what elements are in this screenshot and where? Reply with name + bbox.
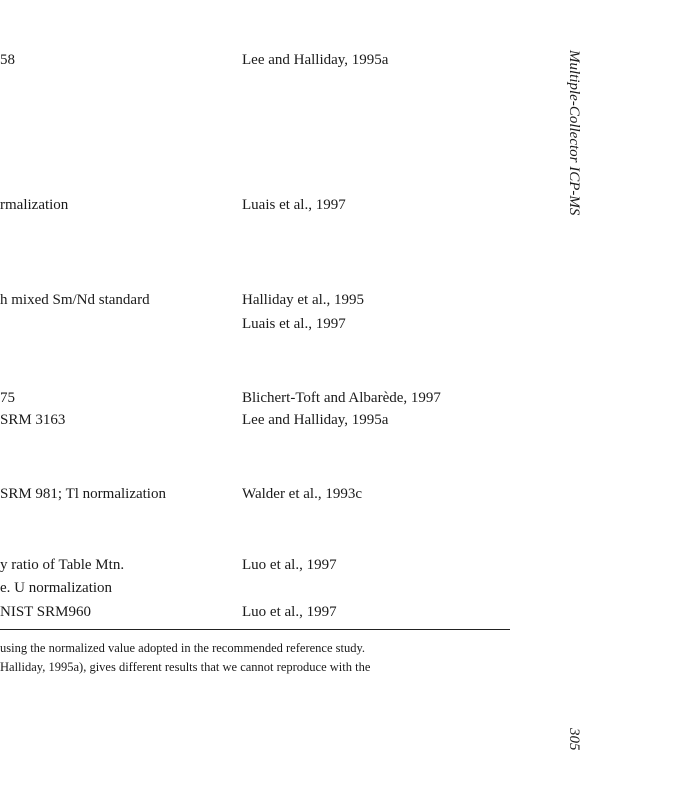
method-cell: SRM 3163 [0,412,66,428]
page-number: 305 [566,728,582,751]
reference-cell: Lee and Halliday, 1995a [242,52,389,68]
method-cell: NIST SRM960 [0,604,91,620]
method-cell: h mixed Sm/Nd standard [0,292,150,308]
reference-cell: Luais et al., 1997 [242,197,346,213]
method-cell: SRM 981; Tl normalization [0,486,166,502]
footnote-line: using the normalized value adopted in the recommended reference study. [0,641,366,655]
method-cell: y ratio of Table Mtn. [0,557,125,573]
reference-cell: Luo et al., 1997 [242,557,337,573]
method-cell: 75 [0,390,15,406]
method-cell: 58 [0,52,15,68]
running-head: Multiple-Collector ICP-MS [566,50,582,216]
reference-cell: Luo et al., 1997 [242,604,337,620]
reference-cell: Walder et al., 1993c [242,486,362,502]
table-bottom-rule [0,629,510,630]
reference-cell: Halliday et al., 1995 [242,292,365,308]
method-cell: rmalization [0,197,69,213]
reference-cell: Luais et al., 1997 [242,316,346,332]
reference-cell: Blichert-Toft and Albarède, 1997 [242,390,441,406]
method-cell: e. U normalization [0,580,113,596]
reference-cell: Lee and Halliday, 1995a [242,412,389,428]
footnote-line: Halliday, 1995a), gives different results that we cannot reproduce with the [0,660,371,674]
